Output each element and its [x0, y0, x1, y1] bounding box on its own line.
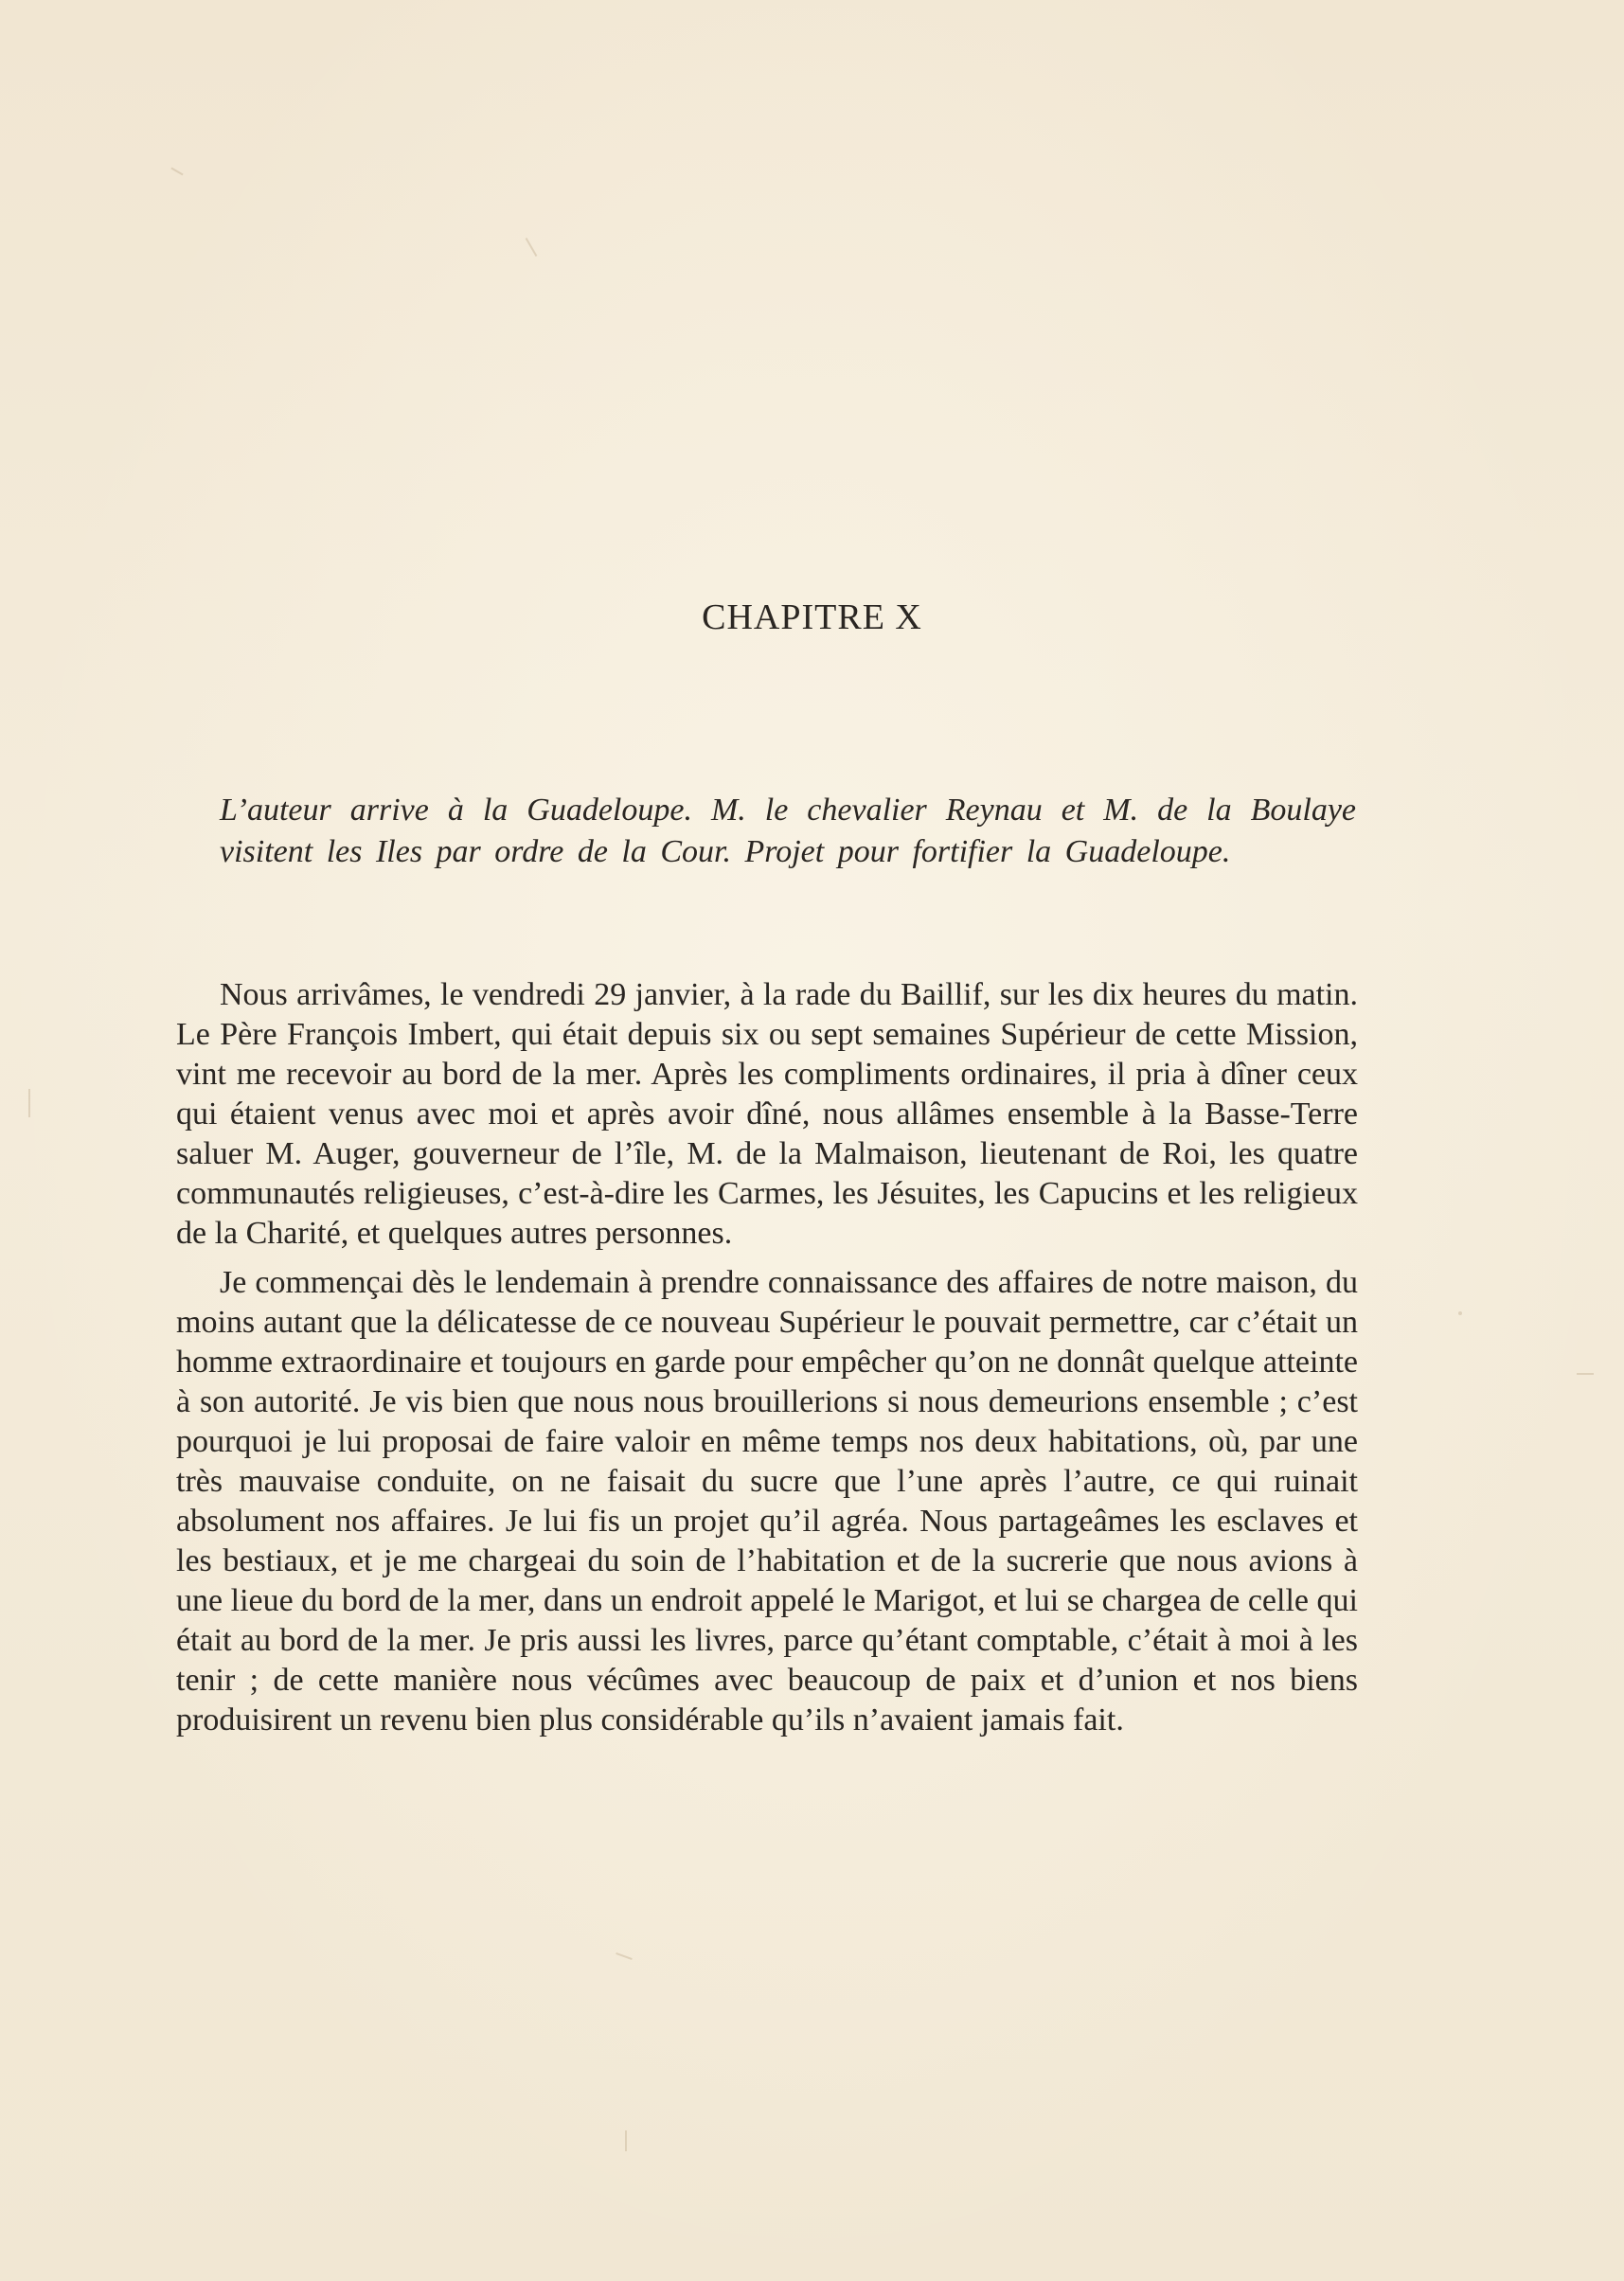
paper-speck — [170, 168, 183, 176]
chapter-summary: L’auteur arrive à la Guadeloupe. M. le chevalier Reynau et M. de la Boulaye visitent les Iles par ordre de la Cour. Projet pour fortifier la Guadeloupe. — [220, 793, 1356, 869]
paper-speck — [1577, 1373, 1594, 1375]
paragraph-2: Je commençai dès le lendemain à prendre connaissance des affaires de notre maison, du moins autant que la délicatesse de ce nouveau Supérieur le pouvait permettre, car c’était un homme extraordinaire et toujours en garde pour empêcher qu’on ne donnât quelque atteinte à son autorité. Je vis bien que nous nous brouillerions si nous demeurions ensemble ; c’est pourquoi je lui proposai de faire valoir en même temps nos deux habitations, où, par une très mauvaise conduite, on ne faisait du sucre que l’une après l’autre, ce qui ruinait absolument nos affaires. Je lui fis un projet qu’il agréa. Nous partageâmes les esclaves et les bestiaux, et je me chargeai du soin de l’habitation et de la sucrerie que nous avions à une lieue du bord de la mer, dans un endroit appelé le Marigot, et lui se chargea de celle qui était au bord de la mer. Je pris aussi les livres, parce qu’étant comptable, c’était à moi à les tenir ; de cette manière nous vécûmes avec beaucoup de paix et d’union et nos biens produisirent un revenu bien plus considérable qu’ils n’avaient jamais fait. — [176, 1265, 1358, 1737]
paper-speck — [28, 1089, 30, 1117]
paper-speck — [1458, 1311, 1462, 1315]
paper-speck — [526, 238, 538, 257]
paper-speck — [616, 1952, 633, 1960]
chapter-title: CHAPITRE X — [702, 597, 922, 637]
chapter-body — [176, 975, 1358, 1750]
paper-speck — [625, 2130, 627, 2151]
paragraph-1: Nous arrivâmes, le vendredi 29 janvier, à la rade du Baillif, sur les dix heures du matin. Le Père François Imbert, qui était depuis six ou sept semaines Supérieur de cette Mission, vint me recevoir au bord de la mer. Après les compliments ordinaires, il pria à dîner ceux qui étaient venus avec moi et après avoir dîné, nous allâmes ensemble à la Basse-Terre saluer M. Auger, gouverneur de l’île, M. de la Malmaison, lieutenant de Roi, les quatre communautés religieuses, c’est-à-dire les Carmes, les Jésuites, les Capucins et les religieux de la Charité, et quelques autres personnes. — [176, 977, 1358, 1251]
